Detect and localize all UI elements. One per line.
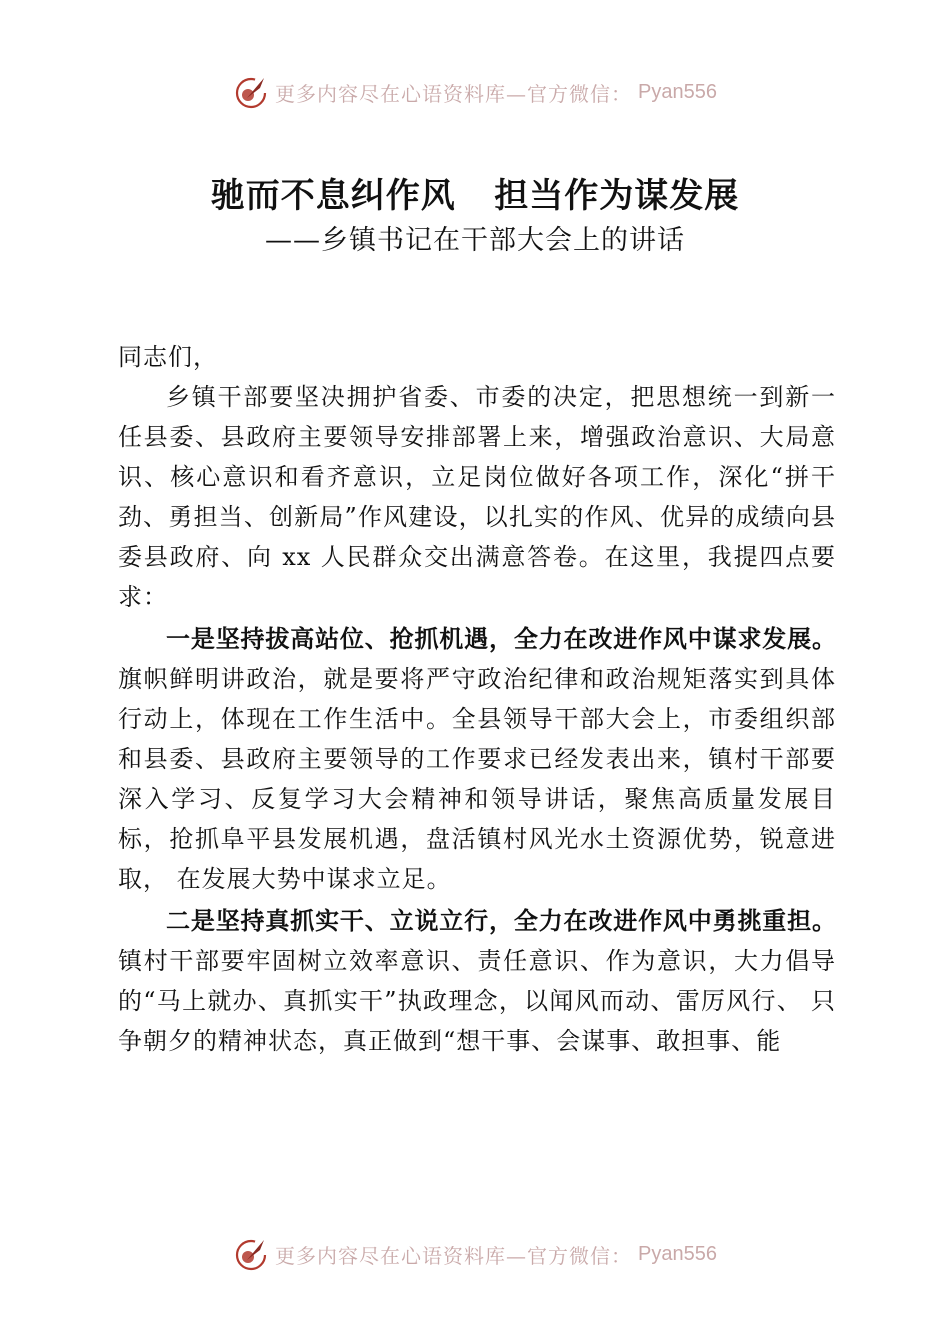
section-2-paragraph bbox=[118, 901, 836, 1061]
section-2-body: 镇村干部要牢固树立效率意识、责任意识、作为意识，大力倡导的“马上就办、真抓实干”执政理念，以闻风而动、雷厉风行、 只争朝夕的精神状态，真正做到“想干事、会谋事、敢担事、能 bbox=[118, 947, 836, 1055]
section-1-body: 旗帜鲜明讲政治，就是要将严守政治纪律和政治规矩落实到具体行动上，体现在工作生活中。全县领导干部大会上，市委组织部和县委、县政府主要领导的工作要求已经发表出来，镇村干部要深入学习、反复学习大会精神和领导讲话，聚焦高质量发展目标，抢抓阜平县发展机遇，盘活镇村风光水土资源优势，锐意进取， 在发展大势中谋求立足。 bbox=[118, 665, 836, 893]
document-title: 驰而不息纠作风 担当作为谋发展 bbox=[210, 176, 740, 216]
quill-ink-logo-icon bbox=[233, 1236, 269, 1272]
intro-paragraph: 乡镇干部要坚决拥护省委、市委的决定，把思想统一到新一任县委、县政府主要领导安排部署上来，增强政治意识、大局意识、核心意识和看齐意识，立足岗位做好各项工作，深化“拼干劲、勇担当、创新局”作风建设，以扎实的作风、优异的成绩向县委县政府、向 xx 人民群众交出满意答卷。在这里，我提四点要求： bbox=[118, 383, 836, 611]
banner-text: 更多内容尽在心语资料库—官方微信： bbox=[275, 81, 633, 106]
section-1-heading: 一是坚持拔高站位、抢抓机遇，全力在改进作风中谋求发展。 bbox=[166, 625, 836, 653]
section-1-paragraph bbox=[118, 619, 836, 899]
document-body bbox=[118, 337, 836, 1061]
banner-wechat-id: Pyan556 bbox=[638, 80, 717, 103]
footer-banner bbox=[0, 1232, 950, 1276]
document-subtitle: ——乡镇书记在干部大会上的讲话 bbox=[265, 225, 685, 256]
header-banner bbox=[0, 70, 950, 114]
banner-wechat-id: Pyan556 bbox=[638, 1242, 717, 1265]
section-2-heading: 二是坚持真抓实干、立说立行，全力在改进作风中勇挑重担。 bbox=[166, 907, 836, 935]
quill-ink-logo-icon bbox=[233, 74, 269, 110]
banner-text: 更多内容尽在心语资料库—官方微信： bbox=[275, 1243, 633, 1268]
salutation: 同志们， bbox=[118, 343, 218, 371]
